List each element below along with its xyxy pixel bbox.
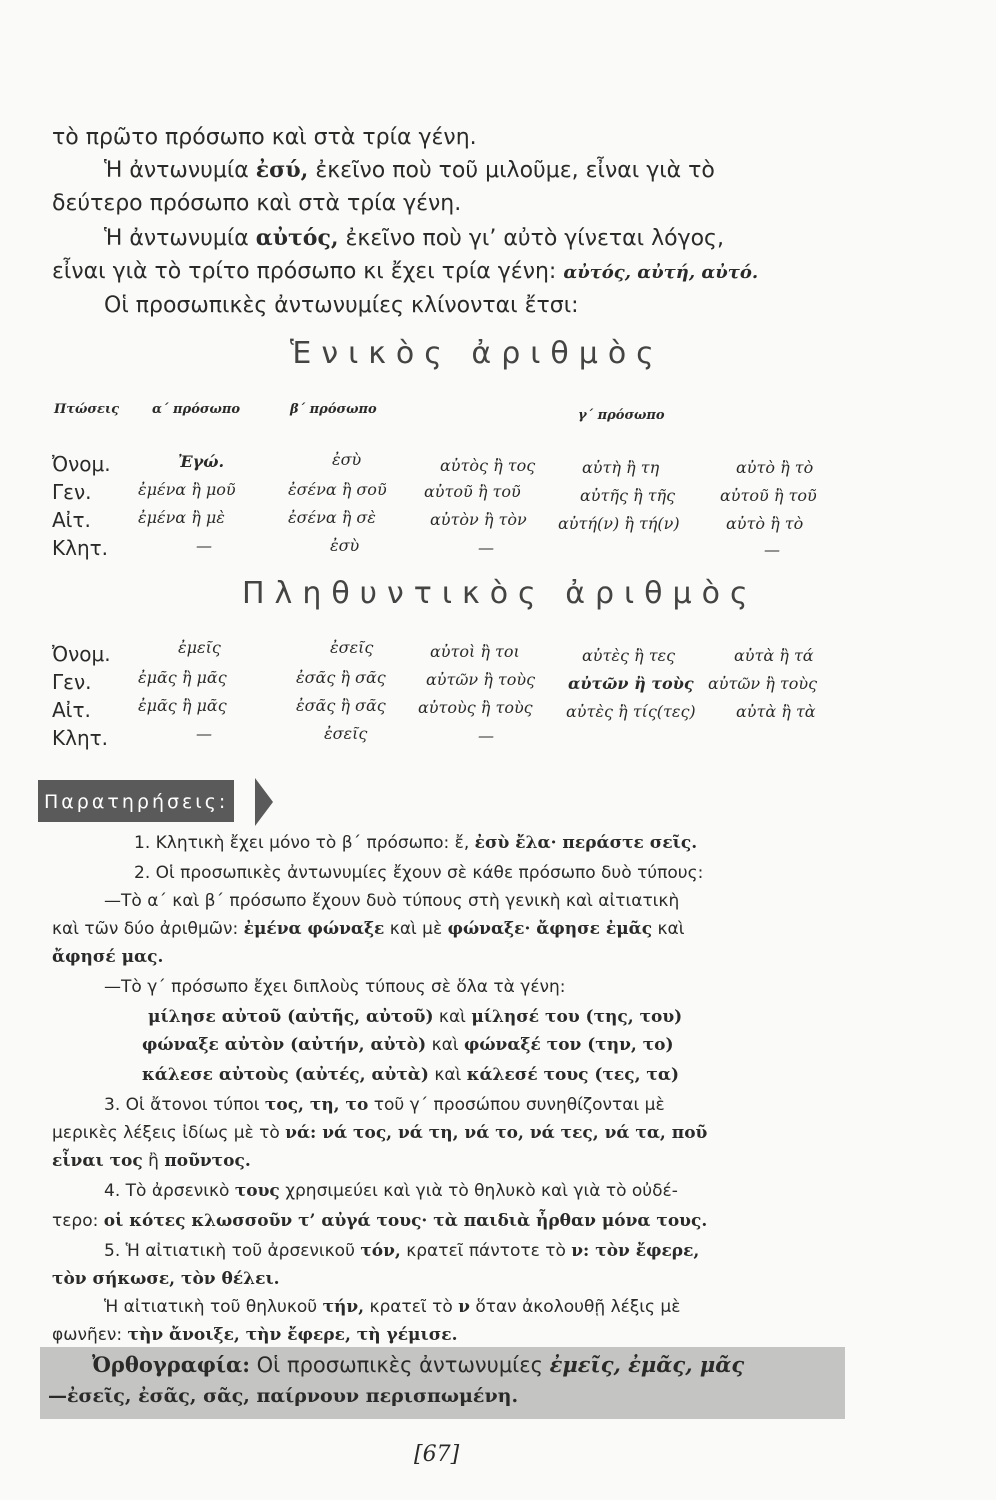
- pl-acc-2: ἐσᾶς ἢ σᾶς: [296, 696, 386, 715]
- pl-nom-5: αὐτὰ ἢ τά: [734, 646, 814, 665]
- page-number: [67]: [414, 1442, 460, 1467]
- pl-voc-3: —: [478, 726, 494, 745]
- spelling-line-2: —ἐσεῖς, ἐσᾶς, σᾶς, παίρνουν περισπωμένη.: [48, 1385, 519, 1407]
- spelling-line-1: Ὀρθογραφία: Οἱ προσωπικὲς ἀντωνυμίες ἐμεῖς, ἐμᾶς, μᾶς: [92, 1352, 745, 1377]
- case-voc-pl: Κλητ.: [52, 726, 109, 750]
- sg-voc-3: —: [478, 538, 494, 557]
- pl-acc-5: αὐτὰ ἢ τὰ: [736, 702, 816, 721]
- pl-voc-2: ἐσεῖς: [324, 724, 368, 743]
- sg-acc-4: αὐτή(ν) ἢ τή(ν): [558, 514, 680, 533]
- note-4b: τερο: οἱ κότες κλωσσοῦν τ’ αὐγά τους· τὰ παιδιὰ ἦρθαν μόνα τους.: [52, 1211, 708, 1231]
- pl-gen-4: αὐτῶν ἢ τοὺς: [568, 674, 694, 693]
- sg-gen-4: αὐτῆς ἢ τῆς: [580, 486, 676, 505]
- sg-acc-2: ἐσένα ἢ σὲ: [288, 508, 376, 527]
- plural-heading: Πληθυντικὸς ἀριθμὸς: [242, 576, 758, 611]
- pl-voc-1: —: [196, 724, 212, 743]
- singular-heading: Ἑνικὸς ἀριθμὸς: [290, 336, 664, 371]
- note-5: 5. Ἡ αἰτιατικὴ τοῦ ἀρσενικοῦ τόν, κρατεῖ πάντοτε τὸ ν: τὸν ἔφερε,: [104, 1241, 700, 1261]
- remarks-label: Παρατηρήσεις:: [38, 780, 234, 822]
- sg-acc-5: αὐτὸ ἢ τὸ: [726, 514, 804, 533]
- case-nom-pl: Ὀνομ.: [52, 642, 111, 666]
- remarks-arrow-icon: [255, 778, 273, 826]
- intro-line-5: εἶναι γιὰ τὸ τρίτο πρόσωπο κι ἔχει τρία γένη: αὐτός, αὐτή, αὐτό.: [52, 259, 759, 284]
- note-3: 3. Οἱ ἄτονοι τύποι τος, τη, το τοῦ γ΄ προσώπου συνηθίζονται μὲ: [104, 1095, 665, 1115]
- header-first-person: α΄ πρόσωπο: [152, 402, 241, 417]
- sg-voc-1: —: [196, 536, 212, 555]
- pl-acc-1: ἐμᾶς ἢ μᾶς: [138, 696, 227, 715]
- sg-nom-1: Ἐγώ.: [178, 452, 225, 471]
- sg-acc-3: αὐτὸν ἢ τὸν: [430, 510, 527, 529]
- sg-acc-1: ἐμένα ἢ μὲ: [138, 508, 225, 527]
- case-gen: Γεν.: [52, 480, 92, 504]
- note-2b: καὶ τῶν δύο ἀριθμῶν: ἐμένα φώναξε καὶ μὲ φώναξε· ἄφησε ἐμᾶς καὶ: [52, 919, 685, 939]
- example-1: μίλησε αὐτοῦ (αὐτῆς, αὐτοῦ) καὶ μίλησέ του (της, του): [148, 1007, 683, 1027]
- pl-gen-5: αὐτῶν ἢ τοὺς: [708, 674, 818, 693]
- note-4: 4. Τὸ ἀρσενικὸ τους χρησιμεύει καὶ γιὰ τὸ θηλυκὸ καὶ γιὰ τὸ οὐδέ-: [104, 1181, 678, 1201]
- pl-nom-1: ἐμεῖς: [178, 638, 221, 657]
- pl-nom-3: αὐτοὶ ἢ τοι: [430, 642, 520, 661]
- pl-acc-4: αὐτὲς ἢ τίς(τες): [566, 702, 696, 721]
- case-acc-pl: Αἰτ.: [52, 698, 91, 722]
- pl-nom-2: ἐσεῖς: [330, 638, 374, 657]
- intro-line-6: Οἱ προσωπικὲς ἀντωνυμίες κλίνονται ἔτσι:: [104, 293, 579, 318]
- header-third-person: γ΄ πρόσωπο: [578, 408, 665, 423]
- sg-nom-5: αὐτὸ ἢ τὸ: [736, 458, 814, 477]
- note-5b: τὸν σήκωσε, τὸν θέλει.: [52, 1269, 280, 1289]
- note-2d: —Τὸ γ΄ πρόσωπο ἔχει διπλοὺς τύπους σὲ ὅλα τὰ γένη:: [104, 977, 566, 997]
- note-6b: φωνῆεν: τὴν ἄνοιξε, τὴν ἔφερε, τὴ γέμισε.: [52, 1325, 458, 1345]
- header-second-person: β΄ πρόσωπο: [290, 402, 377, 417]
- note-2c: ἄφησέ μας.: [52, 947, 164, 967]
- pl-nom-4: αὐτὲς ἢ τες: [582, 646, 676, 665]
- sg-gen-1: ἐμένα ἢ μοῦ: [138, 480, 236, 499]
- note-6: Ἡ αἰτιατικὴ τοῦ θηλυκοῦ τήν, κρατεῖ τὸ ν ὅταν ἀκολουθῇ λέξις μὲ: [104, 1297, 681, 1317]
- sg-gen-5: αὐτοῦ ἢ τοῦ: [720, 486, 817, 505]
- note-2: 2. Οἱ προσωπικὲς ἀντωνυμίες ἔχουν σὲ κάθε πρόσωπο δυὸ τύπους:: [134, 863, 704, 883]
- pl-gen-2: ἐσᾶς ἢ σᾶς: [296, 668, 386, 687]
- example-3: κάλεσε αὐτοὺς (αὐτές, αὐτὰ) καὶ κάλεσέ τους (τες, τα): [142, 1065, 679, 1085]
- case-gen-pl: Γεν.: [52, 670, 92, 694]
- case-nom: Ὀνομ.: [52, 452, 111, 476]
- sg-voc-5: —: [764, 540, 780, 559]
- sg-gen-2: ἐσένα ἢ σοῦ: [288, 480, 387, 499]
- sg-voc-2: ἐσὺ: [330, 536, 360, 555]
- note-1: 1. Κλητικὴ ἔχει μόνο τὸ β΄ πρόσωπο: ἔ, ἐσὺ ἔλα· περάστε σεῖς.: [134, 833, 698, 853]
- note-3b: μερικὲς λέξεις ἰδίως μὲ τὸ νά: νά τος, νά τη, νά το, νά τες, νά τα, ποῦ: [52, 1123, 708, 1143]
- intro-line-2: Ἡ ἀντωνυμία ἐσύ, ἐκεῖνο ποὺ τοῦ μιλοῦμε, εἶναι γιὰ τὸ: [104, 157, 715, 183]
- sg-nom-4: αὐτὴ ἢ τη: [582, 458, 660, 477]
- sg-gen-3: αὐτοῦ ἢ τοῦ: [424, 482, 521, 501]
- sg-nom-3: αὐτὸς ἢ τος: [440, 456, 536, 475]
- pl-acc-3: αὐτοὺς ἢ τοὺς: [418, 698, 533, 717]
- case-acc: Αἰτ.: [52, 508, 91, 532]
- sg-nom-2: ἐσὺ: [332, 450, 362, 469]
- intro-line-4: Ἡ ἀντωνυμία αὐτός, ἐκεῖνο ποὺ γι’ αὐτὸ γίνεται λόγος,: [104, 225, 724, 251]
- intro-line-1: τὸ πρῶτο πρόσωπο καὶ στὰ τρία γένη.: [52, 125, 477, 150]
- pl-gen-1: ἐμᾶς ἢ μᾶς: [138, 668, 227, 687]
- header-cases: Πτώσεις: [54, 402, 120, 417]
- note-3c: εἶναι τος ἢ ποῦντος.: [52, 1151, 251, 1171]
- intro-line-3: δεύτερο πρόσωπο καὶ στὰ τρία γένη.: [52, 191, 462, 216]
- case-voc: Κλητ.: [52, 536, 109, 560]
- example-2: φώναξε αὐτὸν (αὐτήν, αὐτὸ) καὶ φώναξέ τον (την, το): [142, 1035, 674, 1055]
- note-2a: —Τὸ α΄ καὶ β΄ πρόσωπο ἔχουν δυὸ τύπους στὴ γενικὴ καὶ αἰτιατικὴ: [104, 891, 680, 911]
- pl-gen-3: αὐτῶν ἢ τοὺς: [426, 670, 536, 689]
